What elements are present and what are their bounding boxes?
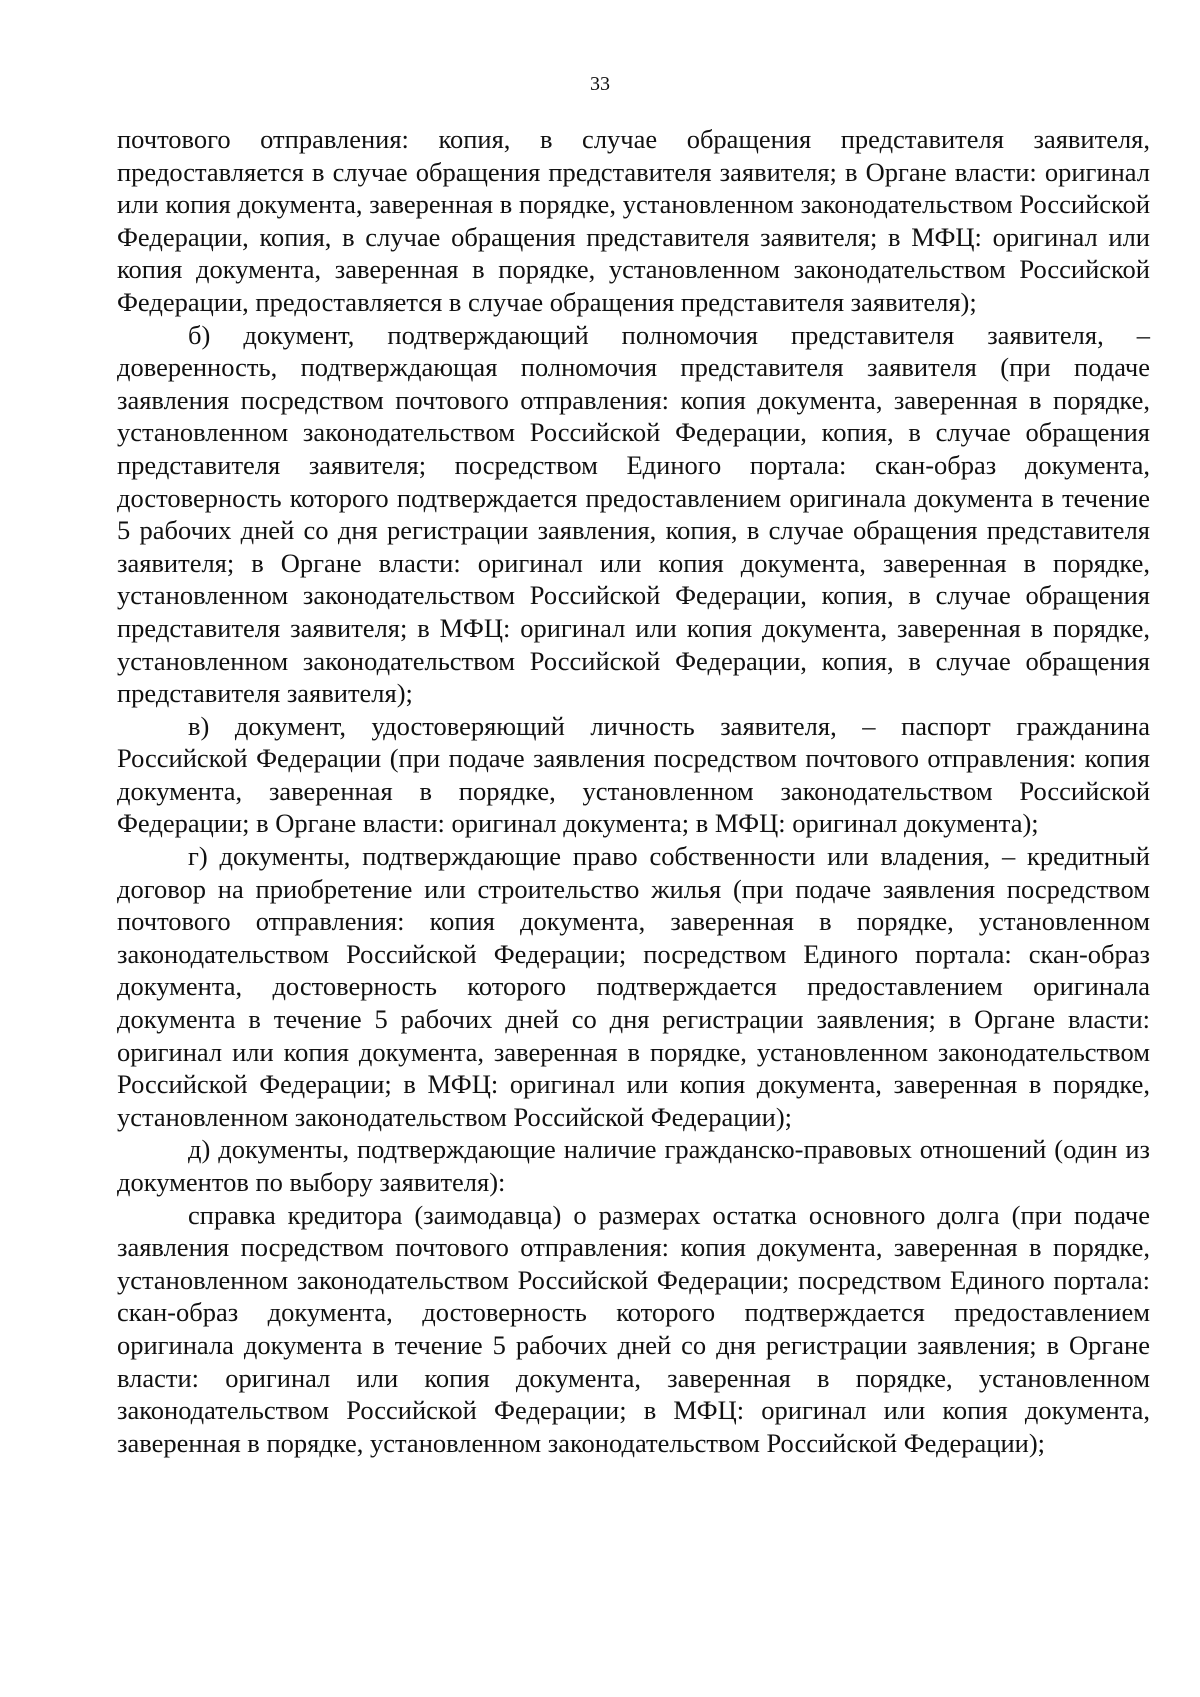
- paragraph-item-d: д) документы, подтверждающие наличие гражданско-правовых отношений (один из документов по выбору заявителя):: [117, 1134, 1150, 1197]
- paragraph-item-g: г) документы, подтверждающие право собственности или владения, – кредитный договор на приобретение или строительство жилья (при подаче заявления посредством почтового отправления: копия документа, заверенная в порядке, установленном законодательством Российской Федерации; посредством Единого портала: скан-образ документа, достоверность которого подтверждается предоставлением оригинала документа в течение 5 рабочих дней со дня регистрации заявления; в Органе власти: оригинал или копия документа, заверенная в порядке, установленном законодательством Российской Федерации; в МФЦ: оригинал или копия документа, заверенная в порядке, установленном законодательством Российской Федерации);: [117, 841, 1150, 1132]
- paragraph-item-v: в) документ, удостоверяющий личность заявителя, – паспорт гражданина Российской Федерации (при подаче заявления посредством почтового отправления: копия документа, заверенная в порядке, установленном законодательством Российской Федерации; в Органе власти: оригинал документа; в МФЦ: оригинал документа);: [117, 710, 1150, 839]
- paragraph-creditor-statement: справка кредитора (заимодавца) о размерах остатка основного долга (при подаче заявления посредством почтового отправления: копия документа, заверенная в порядке, установленном законодательством Российской Федерации; посредством Единого портала: скан-образ документа, достоверность которого подтверждается предоставлением оригинала документа в течение 5 рабочих дней со дня регистрации заявления; в Органе власти: оригинал или копия документа, заверенная в порядке, установленном законодательством Российской Федерации; в МФЦ: оригинал или копия документа, заверенная в порядке, установленном законодательством Российской Федерации);: [117, 1199, 1150, 1458]
- document-body: [117, 123, 1150, 1459]
- paragraph-continuation: почтового отправления: копия, в случае обращения представителя заявителя, предоставляется в случае обращения представителя заявителя; в Органе власти: оригинал или копия документа, заверенная в порядке, установленном законодательством Российской Федерации, копия, в случае обращения представителя заявителя; в МФЦ: оригинал или копия документа, заверенная в порядке, установленном законодательством Российской Федерации, предоставляется в случае обращения представителя заявителя);: [117, 124, 1150, 317]
- paragraph-item-b: б) документ, подтверждающий полномочия представителя заявителя, – доверенность, подтверждающая полномочия представителя заявителя (при подаче заявления посредством почтового отправления: копия документа, заверенная в порядке, установленном законодательством Российской Федерации, копия, в случае обращения представителя заявителя; посредством Единого портала: скан-образ документа, достоверность которого подтверждается предоставлением оригинала документа в течение 5 рабочих дней со дня регистрации заявления, копия, в случае обращения представителя заявителя; в Органе власти: оригинал или копия документа, заверенная в порядке, установленном законодательством Российской Федерации, копия, в случае обращения представителя заявителя; в МФЦ: оригинал или копия документа, заверенная в порядке, установленном законодательством Российской Федерации, копия, в случае обращения представителя заявителя);: [117, 319, 1150, 709]
- page-number: 33: [590, 73, 610, 95]
